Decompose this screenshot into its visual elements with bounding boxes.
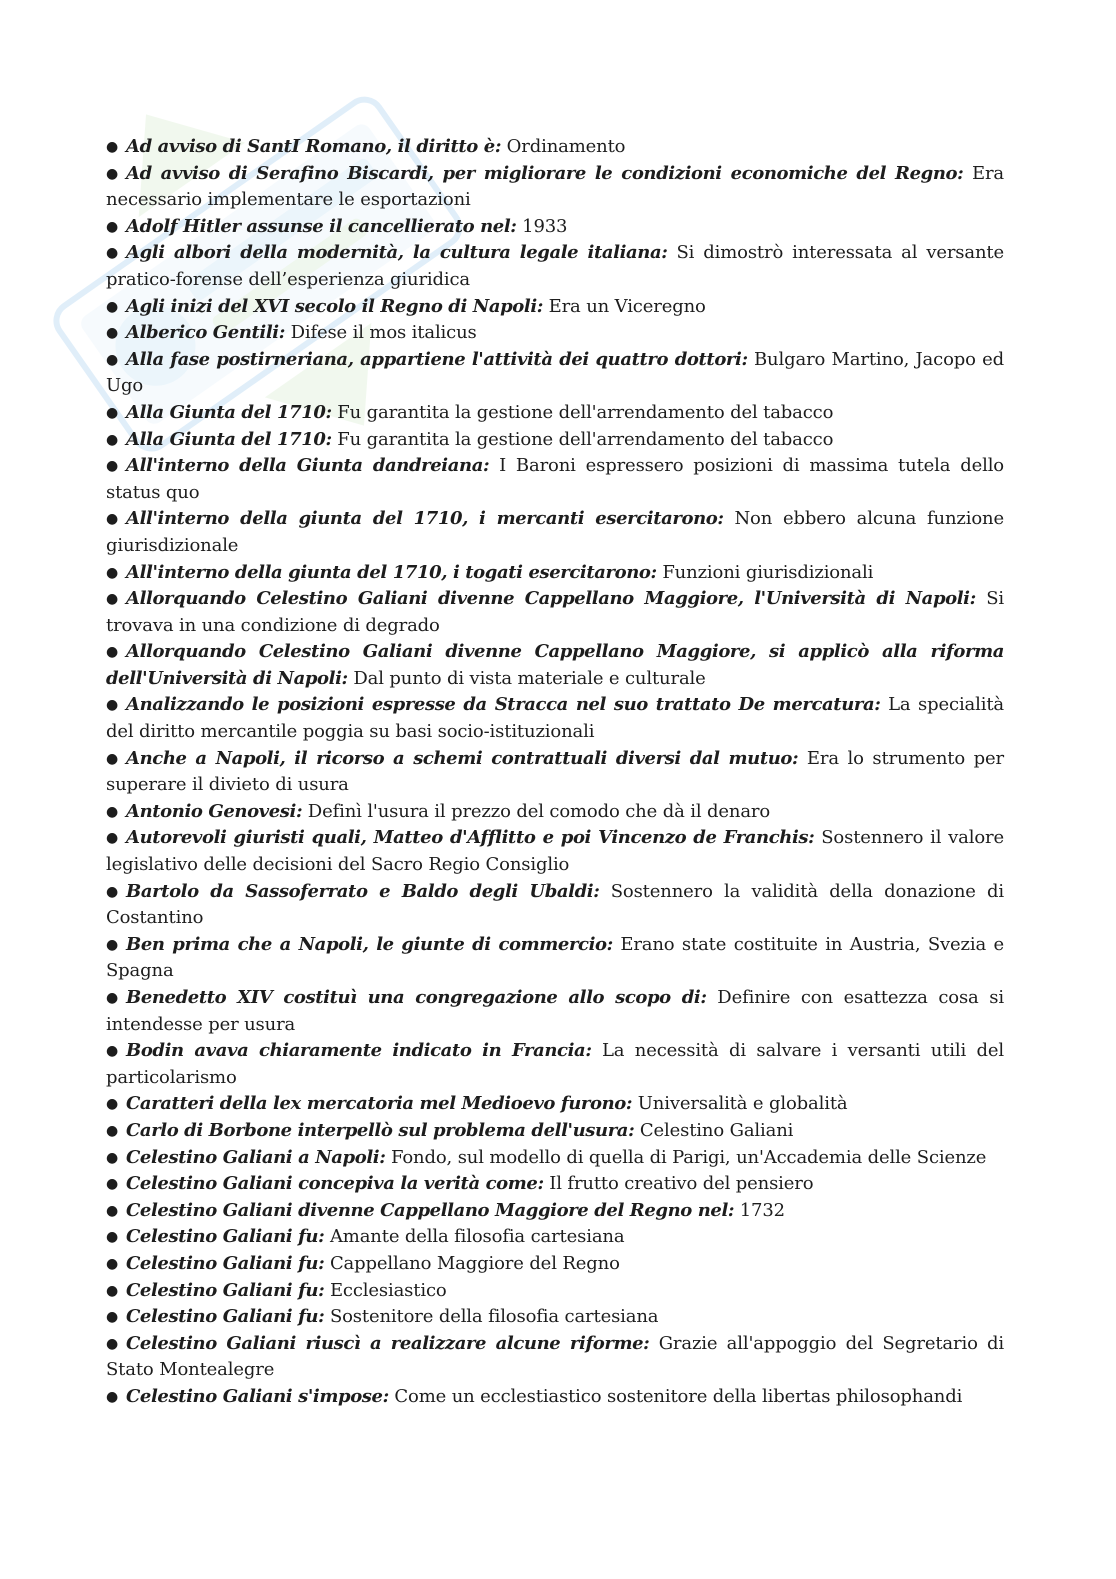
answer-text: Sostennero la validità della donazione di Costantino bbox=[106, 880, 1004, 929]
question-text: Celestino Galiani concepiva la verità come: bbox=[126, 1173, 544, 1195]
question-text: Celestino Galiani fu: bbox=[126, 1252, 325, 1274]
question-text: Allorquando Celestino Galiani divenne Cappellano Maggiore, si applicò alla riforma dell'Università di Napoli: bbox=[106, 641, 1004, 689]
qa-content bbox=[106, 134, 1004, 1411]
list-item bbox=[106, 639, 1004, 692]
answer-text: Amante della filosofia cartesiana bbox=[329, 1226, 625, 1248]
answer-text: Era necessario implementare le esportazioni bbox=[106, 162, 1005, 211]
answer-text: Cappellano Maggiore del Regno bbox=[329, 1252, 620, 1274]
question-text: Agli inizi del XVI secolo il Regno di Napoli: bbox=[126, 295, 544, 317]
list-item bbox=[106, 825, 1004, 878]
question-text: Antonio Genovesi: bbox=[126, 800, 303, 822]
bullet-icon: ● bbox=[106, 1388, 119, 1405]
list-item bbox=[106, 1331, 1004, 1384]
question-text: Celestino Galiani a Napoli: bbox=[126, 1146, 386, 1168]
bullet-icon: ● bbox=[106, 883, 119, 900]
bullet-icon: ● bbox=[106, 1255, 119, 1272]
question-text: All'interno della giunta del 1710, i mercanti esercitarono: bbox=[126, 508, 724, 530]
question-text: Celestino Galiani fu: bbox=[126, 1279, 325, 1301]
list-item bbox=[106, 1038, 1004, 1091]
list-item bbox=[106, 214, 1004, 241]
question-text: Carlo di Borbone interpellò sul problema dell'usura: bbox=[126, 1119, 635, 1141]
bullet-icon: ● bbox=[106, 1309, 119, 1326]
list-item bbox=[106, 134, 1004, 161]
list-item bbox=[106, 746, 1004, 799]
bullet-icon: ● bbox=[106, 1043, 119, 1060]
answer-text: Bulgaro Martino, Jacopo ed Ugo bbox=[106, 348, 1004, 397]
question-text: Bartolo da Sassoferrato e Baldo degli Ubaldi: bbox=[126, 880, 600, 902]
list-item bbox=[106, 1145, 1004, 1172]
question-text: Ad avviso di Serafino Biscardi, per migliorare le condizioni economiche del Regno: bbox=[126, 162, 964, 184]
list-item bbox=[106, 1198, 1004, 1225]
bullet-icon: ● bbox=[106, 1122, 119, 1139]
answer-text: Era lo strumento per superare il divieto di usura bbox=[106, 747, 1004, 796]
answer-text: La specialità del diritto mercantile poggia su basi socio-istituzionali bbox=[106, 694, 1005, 743]
answer-text: Universalità e globalità bbox=[637, 1093, 848, 1115]
answer-text: Fu garantita la gestione dell'arrendamento del tabacco bbox=[337, 428, 834, 450]
answer-text: Fondo, sul modello di quella di Parigi, un'Accademia delle Scienze bbox=[391, 1146, 987, 1168]
bullet-icon: ● bbox=[106, 644, 119, 661]
bullet-icon: ● bbox=[106, 351, 119, 368]
answer-text: I Baroni espressero posizioni di massima tutela dello status quo bbox=[106, 455, 1004, 503]
list-item bbox=[106, 932, 1004, 985]
bullet-icon: ● bbox=[106, 990, 119, 1006]
answer-text: Ordinamento bbox=[506, 136, 626, 157]
question-text: Benedetto XIV costituì una congregazione allo scopo di: bbox=[126, 987, 707, 1008]
question-text: Analizzando le posizioni espresse da Stracca nel suo trattato De mercatura: bbox=[126, 694, 881, 716]
bullet-icon: ● bbox=[106, 1176, 119, 1193]
question-text: Celestino Galiani fu: bbox=[126, 1226, 325, 1248]
list-item bbox=[106, 985, 1004, 1038]
bullet-icon: ● bbox=[106, 697, 119, 714]
answer-text: Non ebbero alcuna funzione giurisdizionale bbox=[106, 508, 1004, 556]
answer-text: Era un Viceregno bbox=[548, 295, 706, 317]
question-text: Caratteri della lex mercatoria mel Medioevo furono: bbox=[126, 1093, 633, 1115]
bullet-icon: ● bbox=[106, 1335, 119, 1352]
list-item bbox=[106, 586, 1004, 639]
bullet-icon: ● bbox=[106, 591, 119, 608]
question-text: Alberico Gentili: bbox=[126, 322, 285, 344]
list-item bbox=[106, 560, 1004, 587]
bullet-icon: ● bbox=[106, 936, 119, 953]
list-item bbox=[106, 799, 1004, 826]
list-item bbox=[106, 1304, 1004, 1331]
answer-text: 1933 bbox=[522, 215, 568, 237]
answer-text: Celestino Galiani bbox=[639, 1119, 794, 1141]
bullet-icon: ● bbox=[106, 404, 119, 421]
answer-text: Dal punto di vista materiale e culturale bbox=[353, 667, 706, 689]
question-text: Ben prima che a Napoli, le giunte di commercio: bbox=[126, 933, 613, 955]
question-text: Agli albori della modernità, la cultura legale italiana: bbox=[126, 242, 668, 264]
bullet-icon: ● bbox=[106, 803, 119, 820]
list-item bbox=[106, 1384, 1004, 1411]
answer-text: Funzioni giurisdizionali bbox=[662, 561, 874, 583]
list-item bbox=[106, 161, 1004, 214]
list-item bbox=[106, 427, 1004, 454]
bullet-icon: ● bbox=[106, 1096, 119, 1113]
bullet-icon: ● bbox=[106, 431, 119, 448]
answer-text: Si trovava in una condizione di degrado bbox=[106, 588, 1004, 636]
question-text: Alla Giunta del 1710: bbox=[126, 401, 332, 423]
question-text: Celestino Galiani divenne Cappellano Maggiore del Regno nel: bbox=[126, 1199, 735, 1221]
answer-text: Si dimostrò interessata al versante pratico-forense dell’esperienza giuridica bbox=[106, 242, 1004, 290]
list-item bbox=[106, 1171, 1004, 1198]
answer-text: La necessità di salvare i versanti utili del particolarismo bbox=[106, 1040, 1005, 1088]
question-text: Ad avviso di SantI Romano, il diritto è: bbox=[126, 136, 502, 157]
question-text: Allorquando Celestino Galiani divenne Cappellano Maggiore, l'Università di Napoli: bbox=[126, 588, 976, 610]
bullet-icon: ● bbox=[106, 165, 119, 182]
list-item bbox=[106, 453, 1004, 506]
list-item bbox=[106, 1118, 1004, 1145]
answer-text: Difese il mos italicus bbox=[290, 322, 477, 344]
question-text: Celestino Galiani riuscì a realizzare alcune riforme: bbox=[126, 1332, 650, 1354]
list-item bbox=[106, 1251, 1004, 1278]
answer-text: Erano state costituite in Austria, Svezia e Spagna bbox=[106, 933, 1004, 982]
bullet-icon: ● bbox=[106, 1202, 119, 1219]
bullet-icon: ● bbox=[106, 458, 119, 475]
list-item bbox=[106, 320, 1004, 347]
bullet-icon: ● bbox=[106, 1282, 119, 1299]
bullet-icon: ● bbox=[106, 218, 119, 235]
answer-text: 1732 bbox=[739, 1199, 785, 1221]
answer-text: Grazie all'appoggio del Segretario di Stato Montealegre bbox=[106, 1332, 1005, 1381]
list-item bbox=[106, 1091, 1004, 1118]
bullet-icon: ● bbox=[106, 564, 119, 581]
answer-text: Sostennero il valore legislativo delle decisioni del Sacro Regio Consiglio bbox=[106, 827, 1005, 876]
question-text: Alla fase postirneriana, appartiene l'attività dei quattro dottori: bbox=[126, 348, 748, 370]
answer-text: Definì l'usura il prezzo del comodo che dà il denaro bbox=[307, 800, 771, 822]
list-item bbox=[106, 347, 1004, 400]
bullet-icon: ● bbox=[106, 139, 119, 155]
question-text: Alla Giunta del 1710: bbox=[126, 428, 332, 450]
list-item bbox=[106, 506, 1004, 559]
answer-text: Come un ecclestiastico sostenitore della libertas philosophandi bbox=[394, 1385, 963, 1407]
list-item bbox=[106, 692, 1004, 745]
question-text: Celestino Galiani fu: bbox=[126, 1306, 325, 1328]
bullet-icon: ● bbox=[106, 750, 119, 767]
bullet-icon: ● bbox=[106, 830, 119, 847]
question-text: Anche a Napoli, il ricorso a schemi contrattuali diversi dal mutuo: bbox=[126, 747, 799, 769]
question-text: Celestino Galiani s'impose: bbox=[126, 1385, 389, 1407]
list-item bbox=[106, 1278, 1004, 1305]
list-item bbox=[106, 400, 1004, 427]
list-item bbox=[106, 879, 1004, 932]
bullet-icon: ● bbox=[106, 298, 119, 315]
bullet-icon: ● bbox=[106, 511, 119, 528]
question-text: Adolf Hitler assunse il cancellierato nel: bbox=[126, 215, 517, 237]
bullet-icon: ● bbox=[106, 325, 119, 342]
question-text: Autorevoli giuristi quali, Matteo d'Afflitto e poi Vincenzo de Franchis: bbox=[126, 827, 815, 849]
bullet-icon: ● bbox=[106, 1149, 119, 1166]
list-item bbox=[106, 240, 1004, 293]
answer-text: Il frutto creativo del pensiero bbox=[549, 1173, 814, 1195]
answer-text: Definire con esattezza cosa si intendesse per usura bbox=[106, 987, 1004, 1035]
qa-list bbox=[106, 134, 1004, 1411]
question-text: Bodin avava chiaramente indicato in Francia: bbox=[126, 1040, 592, 1062]
bullet-icon: ● bbox=[106, 1229, 119, 1246]
answer-text: Ecclesiastico bbox=[329, 1279, 447, 1301]
list-item bbox=[106, 1224, 1004, 1251]
list-item bbox=[106, 294, 1004, 321]
answer-text: Sostenitore della filosofia cartesiana bbox=[329, 1306, 659, 1328]
answer-text: Fu garantita la gestione dell'arrendamento del tabacco bbox=[337, 401, 834, 423]
bullet-icon: ● bbox=[106, 245, 119, 262]
question-text: All'interno della Giunta dandreiana: bbox=[126, 455, 490, 477]
question-text: All'interno della giunta del 1710, i togati esercitarono: bbox=[126, 561, 657, 583]
